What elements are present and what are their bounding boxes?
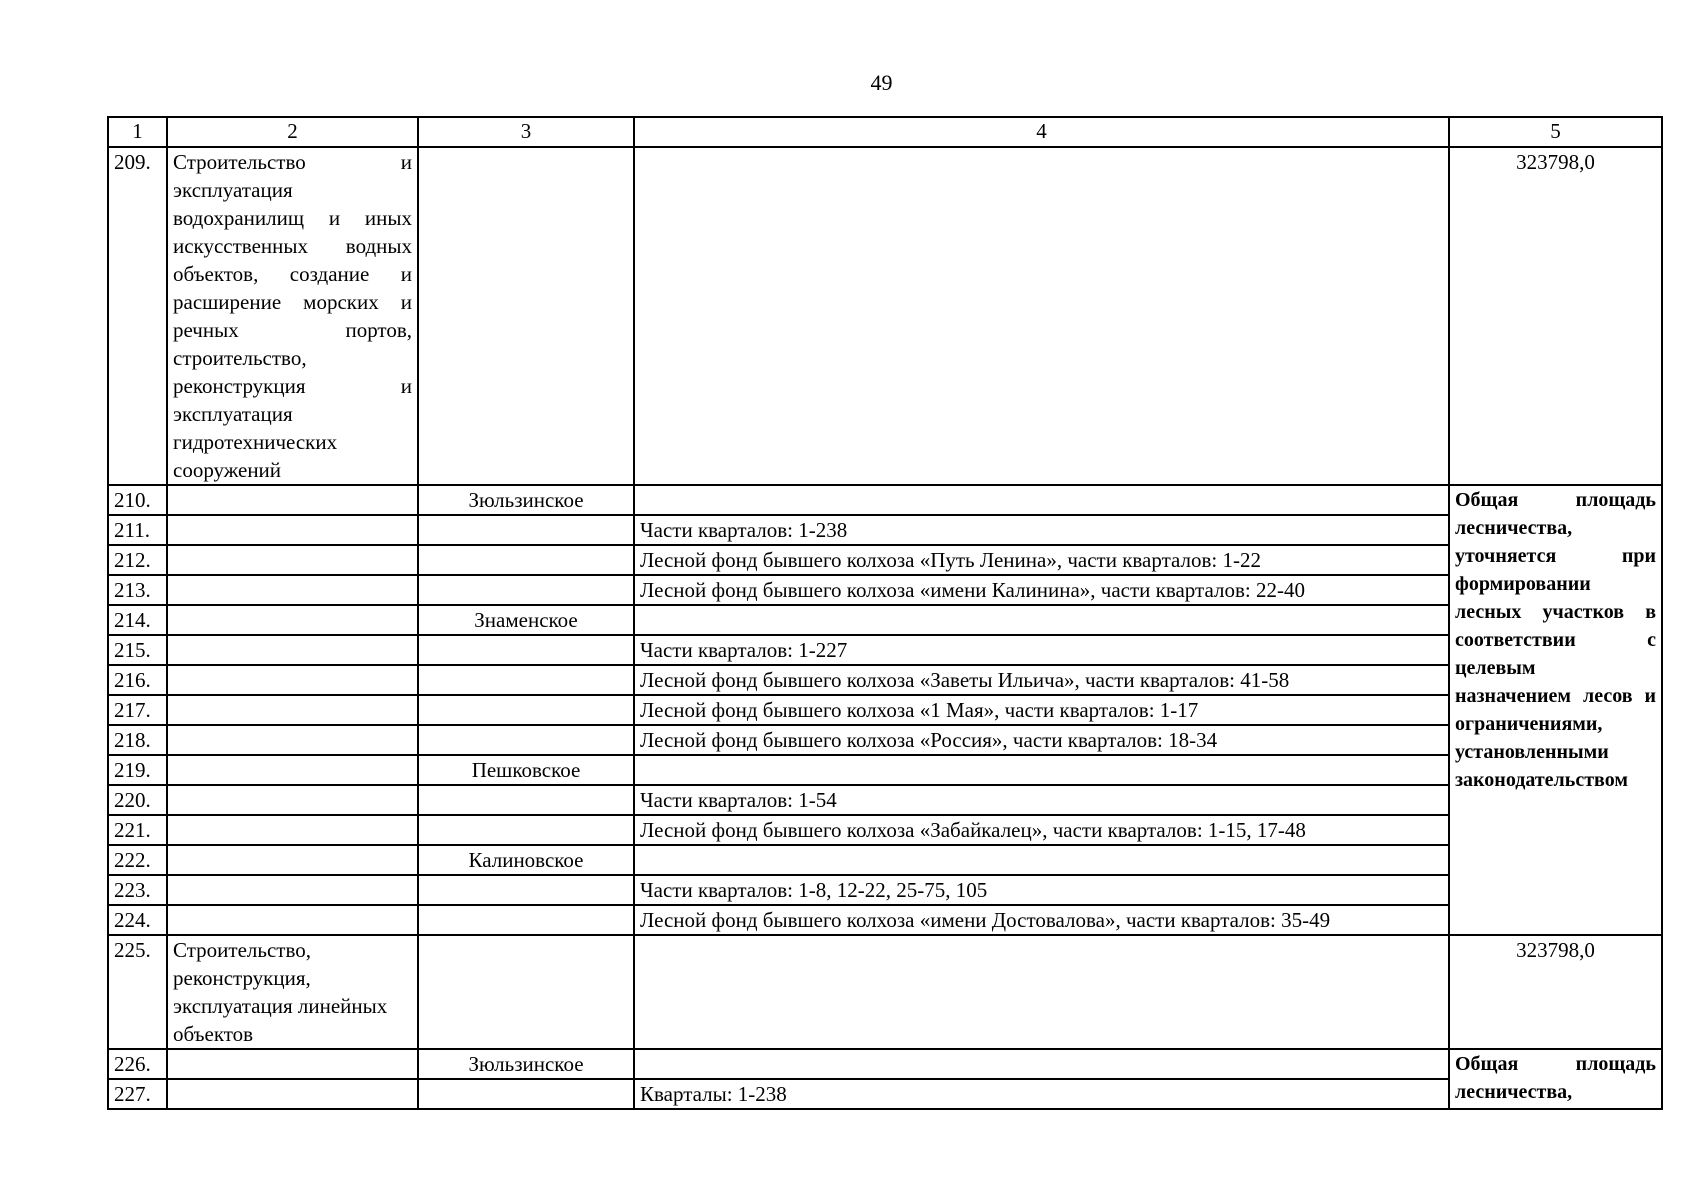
quarters-cell: Лесной фонд бывшего колхоза «1 Мая», части кварталов: 1-17 (634, 695, 1449, 725)
row-number: 224. (108, 905, 167, 935)
table-row (108, 875, 1662, 905)
row-number: 212. (108, 545, 167, 575)
row-number: 209. (108, 147, 167, 485)
empty-cell (167, 515, 418, 545)
note-cell (1449, 1049, 1662, 1109)
table-row (108, 665, 1662, 695)
header-cell: 3 (418, 117, 634, 147)
empty-cell (167, 905, 418, 935)
table-row (108, 485, 1662, 515)
district-name (418, 695, 634, 725)
category-cell: Строительство, реконструкция, эксплуатация линейных объектов (167, 935, 418, 1049)
empty-cell (167, 755, 418, 785)
district-name (418, 725, 634, 755)
district-name (418, 875, 634, 905)
page-number: 49 (870, 70, 893, 95)
empty-cell (418, 935, 634, 1049)
district-name: Зюльзинское (418, 1049, 634, 1079)
quarters-cell: Части кварталов: 1-8, 12-22, 25-75, 105 (634, 875, 1449, 905)
row-number: 219. (108, 755, 167, 785)
quarters-cell (634, 605, 1449, 635)
district-name (418, 785, 634, 815)
note-cell (1449, 485, 1662, 935)
empty-cell (167, 575, 418, 605)
row-number: 226. (108, 1049, 167, 1079)
district-name: Пешковское (418, 755, 634, 785)
header-cell: 4 (634, 117, 1449, 147)
quarters-cell: Лесной фонд бывшего колхоза «Забайкалец», части кварталов: 1-15, 17-48 (634, 815, 1449, 845)
row-number: 218. (108, 725, 167, 755)
table-row (108, 815, 1662, 845)
empty-cell (167, 875, 418, 905)
row-number: 225. (108, 935, 167, 1049)
district-name (418, 515, 634, 545)
quarters-cell (634, 755, 1449, 785)
table-row (108, 575, 1662, 605)
row-number: 215. (108, 635, 167, 665)
district-name (418, 815, 634, 845)
quarters-cell: Лесной фонд бывшего колхоза «имени Достовалова», части кварталов: 35-49 (634, 905, 1449, 935)
quarters-cell: Части кварталов: 1-238 (634, 515, 1449, 545)
table-row (108, 605, 1662, 635)
table-row (108, 785, 1662, 815)
row-number: 214. (108, 605, 167, 635)
quarters-cell: Лесной фонд бывшего колхоза «Путь Ленина», части кварталов: 1-22 (634, 545, 1449, 575)
district-name: Знаменское (418, 605, 634, 635)
note-text: Общая площадь лесничества, (1455, 1053, 1656, 1103)
district-name (418, 635, 634, 665)
empty-cell (167, 1079, 418, 1109)
table-row (108, 1049, 1662, 1079)
empty-cell (167, 785, 418, 815)
table-row (108, 1079, 1662, 1109)
empty-cell (634, 147, 1449, 485)
table-row (108, 515, 1662, 545)
quarters-cell (634, 845, 1449, 875)
district-name: Калиновское (418, 845, 634, 875)
forestry-table (107, 116, 1663, 1110)
empty-cell (167, 1049, 418, 1079)
quarters-cell: Лесной фонд бывшего колхоза «имени Калинина», части кварталов: 22-40 (634, 575, 1449, 605)
empty-cell (167, 725, 418, 755)
row-number: 222. (108, 845, 167, 875)
district-name (418, 1079, 634, 1109)
empty-cell (634, 935, 1449, 1049)
row-number: 227. (108, 1079, 167, 1109)
quarters-cell (634, 485, 1449, 515)
quarters-cell: Части кварталов: 1-227 (634, 635, 1449, 665)
empty-cell (167, 665, 418, 695)
empty-cell (167, 695, 418, 725)
empty-cell (167, 635, 418, 665)
table-row (108, 845, 1662, 875)
header-cell: 2 (167, 117, 418, 147)
district-name (418, 905, 634, 935)
row-number: 216. (108, 665, 167, 695)
header-row (108, 117, 1662, 147)
district-name: Зюльзинское (418, 485, 634, 515)
table-row (108, 695, 1662, 725)
district-name (418, 545, 634, 575)
row-number: 223. (108, 875, 167, 905)
note-text: Общая площадь лесничества, уточняется при формировании лесных участков в соответствии с целевым назначением лесов и ограничениями, установленными законодательством (1455, 489, 1656, 791)
category-row (108, 147, 1662, 485)
row-number: 217. (108, 695, 167, 725)
row-number: 213. (108, 575, 167, 605)
empty-cell (418, 147, 634, 485)
quarters-cell: Кварталы: 1-238 (634, 1079, 1449, 1109)
table-row (108, 725, 1662, 755)
row-number: 221. (108, 815, 167, 845)
quarters-cell: Части кварталов: 1-54 (634, 785, 1449, 815)
empty-cell (167, 545, 418, 575)
district-name (418, 665, 634, 695)
header-cell: 1 (108, 117, 167, 147)
table-row (108, 635, 1662, 665)
quarters-cell (634, 1049, 1449, 1079)
table-row (108, 905, 1662, 935)
empty-cell (167, 845, 418, 875)
table-row (108, 755, 1662, 785)
category-row (108, 935, 1662, 1049)
quarters-cell: Лесной фонд бывшего колхоза «Заветы Ильича», части кварталов: 41-58 (634, 665, 1449, 695)
empty-cell (167, 605, 418, 635)
table-row (108, 545, 1662, 575)
row-number: 211. (108, 515, 167, 545)
quarters-cell: Лесной фонд бывшего колхоза «Россия», части кварталов: 18-34 (634, 725, 1449, 755)
area-value: 323798,0 (1449, 147, 1662, 485)
row-number: 220. (108, 785, 167, 815)
row-number: 210. (108, 485, 167, 515)
area-value: 323798,0 (1449, 935, 1662, 1049)
empty-cell (167, 485, 418, 515)
category-cell: Строительство и эксплуатация водохранилищ и иных искусственных водных объектов, создание и расширение морских и речных портов, строительство, реконструкция и эксплуатация гидротехнических сооружений (167, 147, 418, 485)
header-cell: 5 (1449, 117, 1662, 147)
empty-cell (167, 815, 418, 845)
district-name (418, 575, 634, 605)
